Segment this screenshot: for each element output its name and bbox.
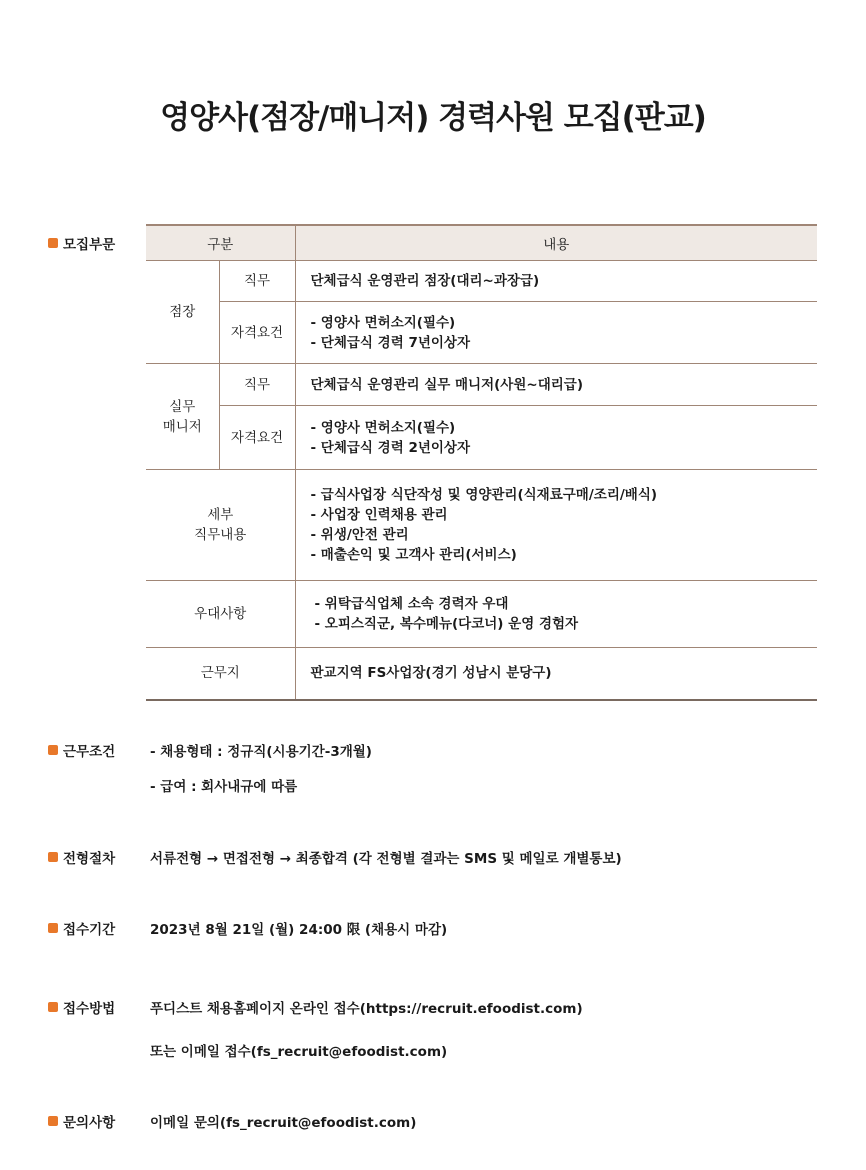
staff-duty: 단체급식 운영관리 실무 매니저(사원~대리급) xyxy=(295,364,817,406)
group-manager: 점장 xyxy=(146,261,219,364)
method-online: 푸디스트 채용홈페이지 온라인 접수(https://recruit.efoodist.com) xyxy=(150,1001,583,1017)
details-label: 세부 직무내용 xyxy=(146,470,295,581)
page-title: 영양사(점장/매니저) 경력사원 모집(판교) xyxy=(160,100,706,136)
duty-label: 직무 xyxy=(219,364,295,406)
method-email: 또는 이메일 접수(fs_recruit@efoodist.com) xyxy=(150,1044,448,1060)
table-row xyxy=(146,406,817,470)
condition-salary: - 급여 : 회사내규에 따름 xyxy=(150,779,298,795)
section-method-label: 접수방법 xyxy=(63,1001,116,1017)
table-row xyxy=(146,470,817,581)
table-row xyxy=(146,302,817,364)
bullet-icon xyxy=(48,923,58,933)
table-row xyxy=(146,581,817,648)
table-row xyxy=(146,648,817,700)
preference-items: - 위탁급식업체 소속 경력자 우대 - 오피스직군, 복수메뉴(다코너) 운영 경험자 xyxy=(295,581,817,648)
staff-qual: - 영양사 면허소지(필수) - 단체급식 경력 2년이상자 xyxy=(295,406,817,470)
bullet-icon xyxy=(48,1116,58,1126)
duty-label: 직무 xyxy=(219,261,295,302)
inquiry-text: 이메일 문의(fs_recruit@efoodist.com) xyxy=(150,1115,417,1131)
table-row xyxy=(146,364,817,406)
header-category: 구분 xyxy=(146,225,295,261)
section-conditions xyxy=(48,740,115,760)
preference-label: 우대사항 xyxy=(146,581,295,648)
section-method xyxy=(48,997,115,1017)
location-label: 근무지 xyxy=(146,648,295,700)
header-content: 내용 xyxy=(295,225,817,261)
bullet-icon xyxy=(48,852,58,862)
section-conditions-label: 근무조건 xyxy=(63,744,116,760)
group-staff: 실무 매니저 xyxy=(146,364,219,470)
table-row xyxy=(146,261,817,302)
details-items: - 급식사업장 식단작성 및 영양관리(식재료구매/조리/배식) - 사업장 인력채용 관리 - 위생/안전 관리 - 매출손익 및 고객사 관리(서비스) xyxy=(295,470,817,581)
section-process xyxy=(48,847,115,867)
section-period-label: 접수기간 xyxy=(63,922,116,938)
bullet-icon xyxy=(48,1002,58,1012)
manager-duty: 단체급식 운영관리 점장(대리~과장급) xyxy=(295,261,817,302)
section-recruit xyxy=(48,233,115,253)
section-inquiry-label: 문의사항 xyxy=(63,1115,116,1131)
bullet-icon xyxy=(48,238,58,248)
bullet-icon xyxy=(48,745,58,755)
period-text: 2023년 8월 21일 (월) 24:00 限 (채용시 마감) xyxy=(150,922,448,938)
location-value: 판교지역 FS사업장(경기 성남시 분당구) xyxy=(295,648,817,700)
section-process-label: 전형절차 xyxy=(63,851,116,867)
manager-qual: - 영양사 면허소지(필수) - 단체급식 경력 7년이상자 xyxy=(295,302,817,364)
section-inquiry xyxy=(48,1111,115,1131)
section-recruit-label: 모집부문 xyxy=(63,237,116,253)
qual-label: 자격요건 xyxy=(219,302,295,364)
qual-label: 자격요건 xyxy=(219,406,295,470)
condition-employment: - 채용형태 : 정규직(시용기간-3개월) xyxy=(150,744,372,760)
section-period xyxy=(48,918,115,938)
table-header-row xyxy=(146,225,817,261)
recruit-table xyxy=(146,224,817,701)
process-text: 서류전형 → 면접전형 → 최종합격 (각 전형별 결과는 SMS 및 메일로 개별통보) xyxy=(150,851,622,867)
